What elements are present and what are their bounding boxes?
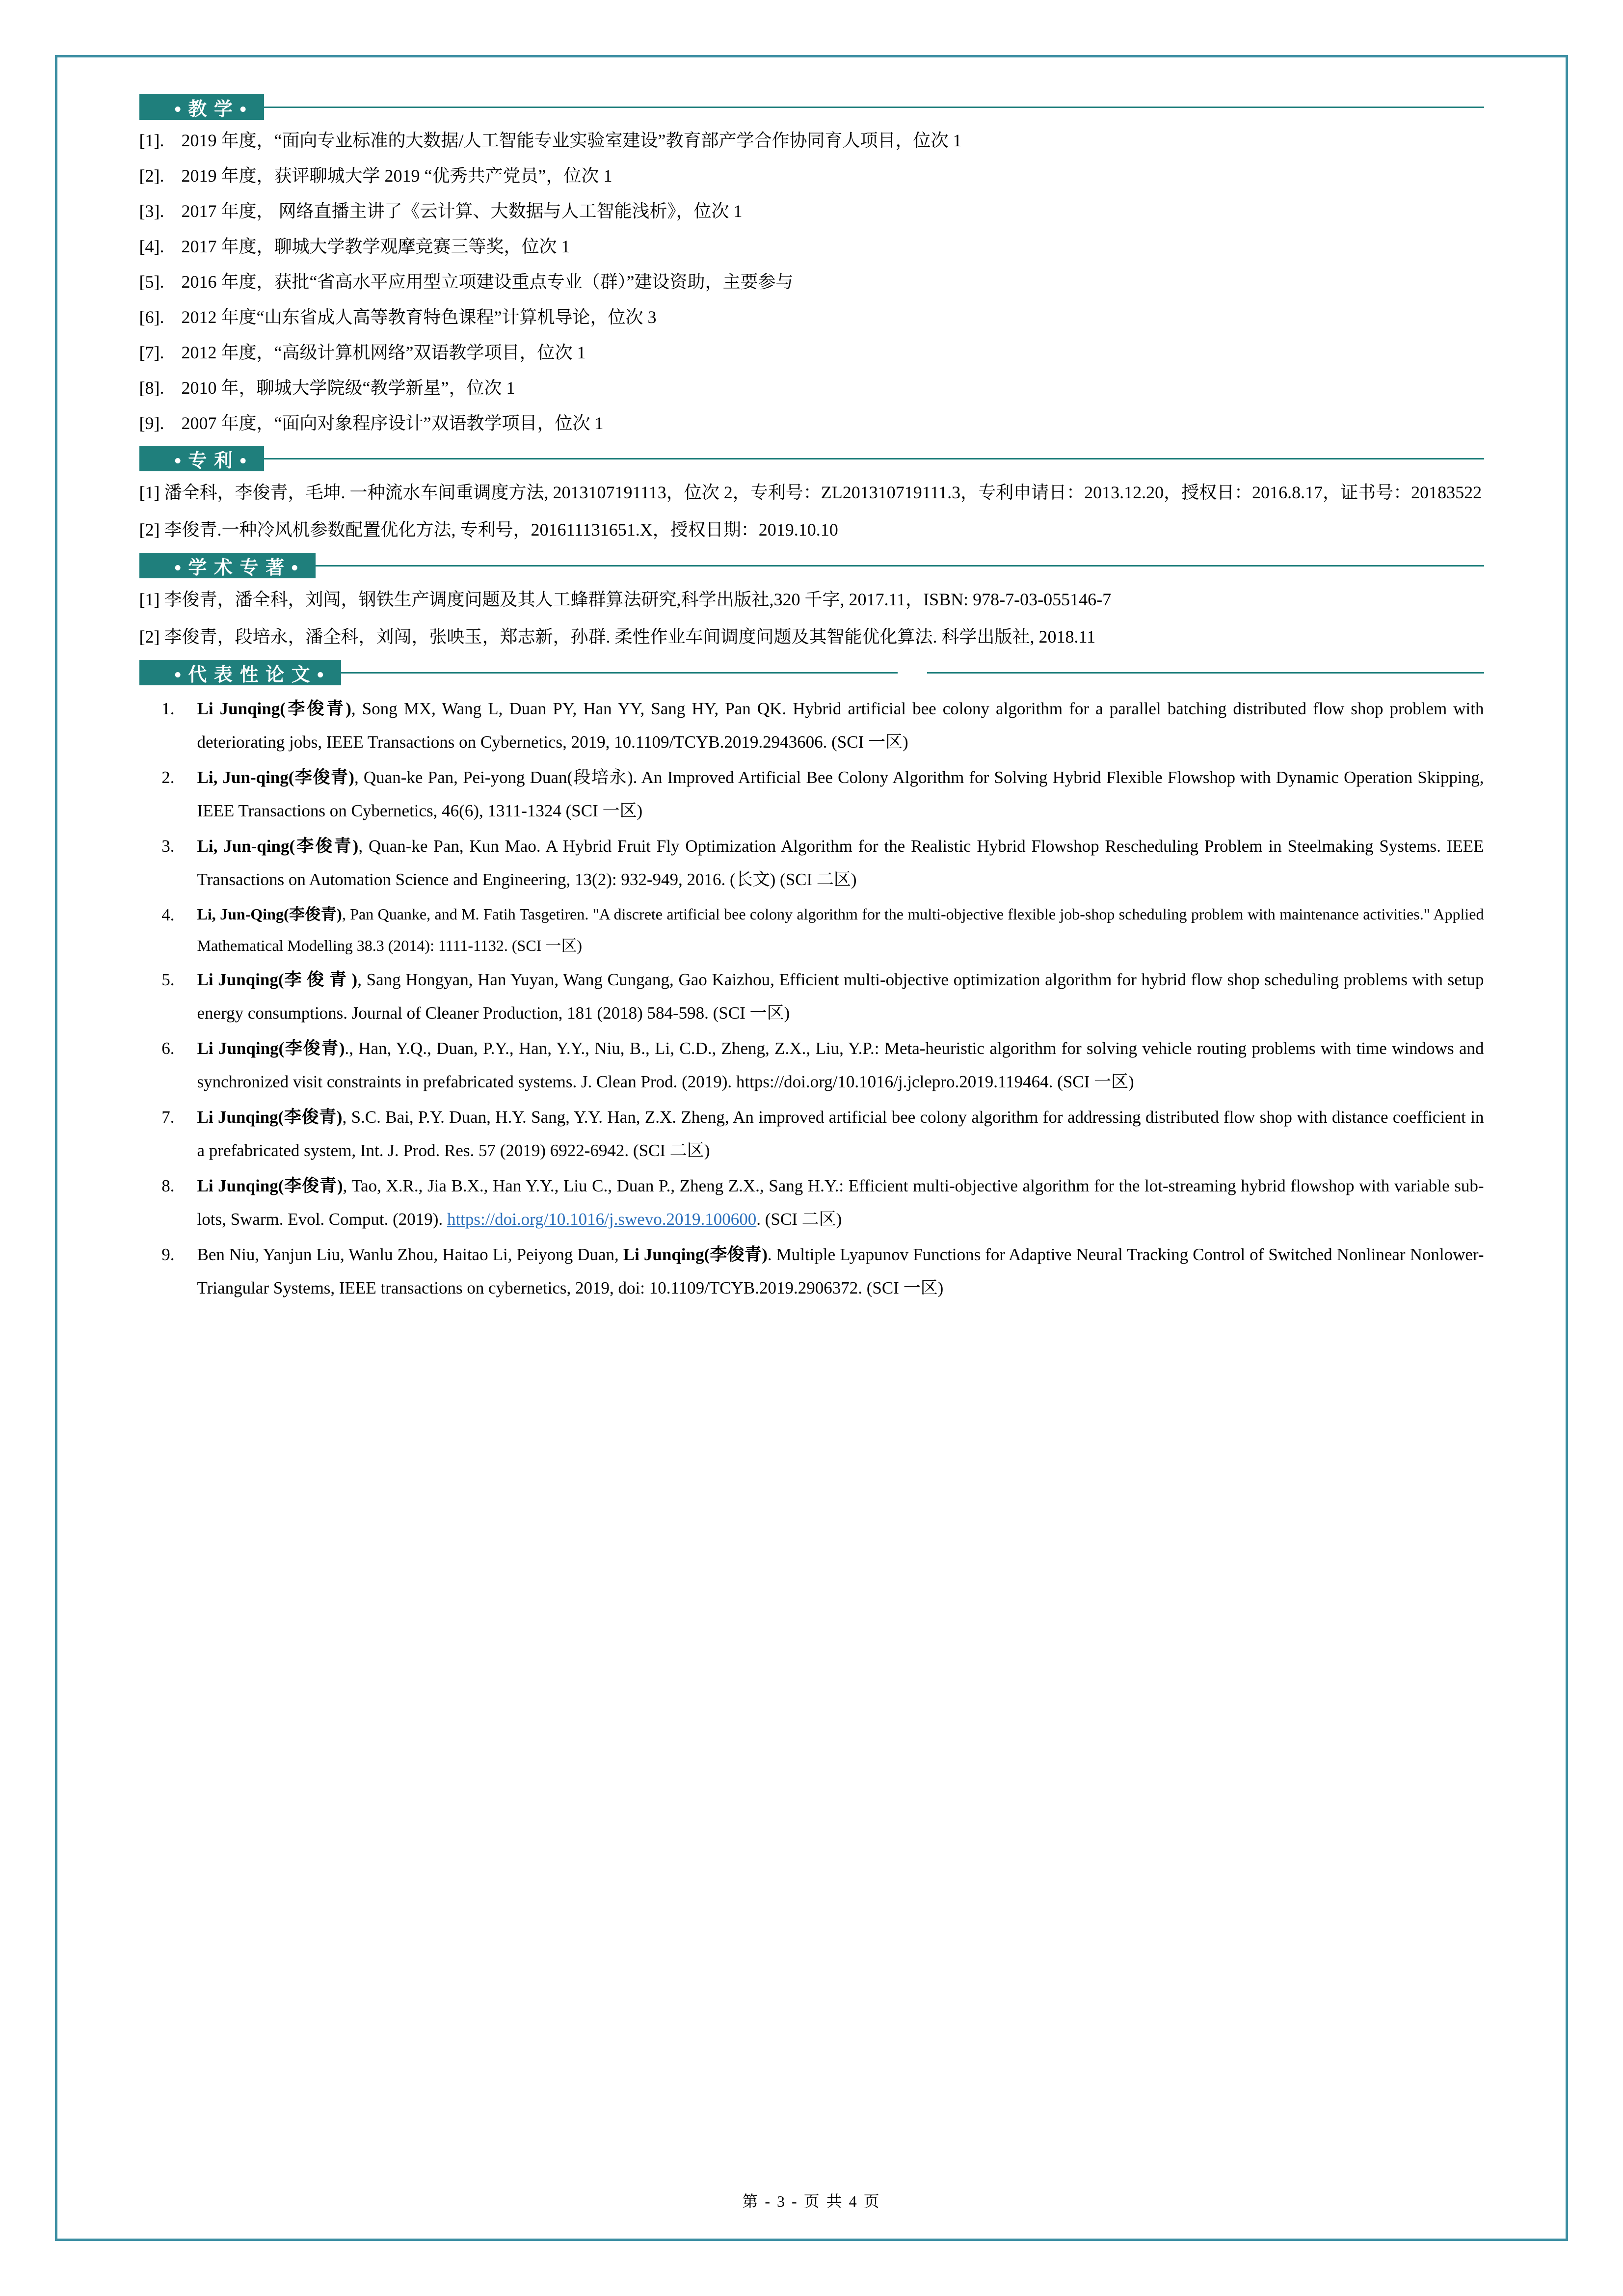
- page-footer: 第 - 3 - 页 共 4 页: [742, 2192, 881, 2210]
- section-rule: [341, 672, 898, 674]
- list-item: [139, 229, 1484, 264]
- list-item: [2] 李俊青，段培永，潘全科，刘闯，张映玉，郑志新，孙群. 柔性作业车间调度问题及其智能优化算法. 科学出版社, 2018.11: [139, 627, 1096, 647]
- list-item: [139, 158, 1484, 193]
- list-item: [139, 123, 1484, 158]
- paper-citation: Li Junqing(李俊青), Tao, X.R., Jia B.X., Han Y.Y., Liu C., Duan P., Zheng Z.X., Sang H.Y.: Efficient multi-objective algorithm for the lot-streaming hybrid flowshop with variable sub-lots, Swarm. Evol. Comput. (2019). https://doi.org/10.1016/j.swevo.2019.100600. (SCI 二区): [197, 1176, 1484, 1229]
- author-name-highlight: Li Junqing(李 俊 青 ): [197, 970, 358, 989]
- section-rule: [264, 107, 1484, 108]
- item-number: [1].: [139, 131, 164, 150]
- paper-number: 4.: [161, 905, 175, 924]
- item-text: 2016 年度，获批“省高水平应用型立项建设重点专业（群）”建设资助，主要参与: [181, 272, 794, 292]
- item-text: 2010 年，聊城大学院级“教学新星”，位次 1: [181, 378, 515, 398]
- paper-citation: Li, Jun-qing(李俊青), Quan-ke Pan, Pei-yong Duan(段培永). An Improved Artificial Bee Colony Algorithm for Solving Hybrid Flexible Flowshop with Dynamic Operation Skipping, IEEE Transactions on Cybernetics, 46(6), 1311-1324 (SCI 一区): [197, 768, 1484, 820]
- paper-citation: Li, Jun-Qing(李俊青), Pan Quanke, and M. Fatih Tasgetiren. "A discrete artificial bee colony algorithm for the multi-objective flexible job-shop scheduling problem with maintenance activities." Applied Mathematical Modelling 38.3 (2014): 1111-1132. (SCI 一区): [197, 905, 1484, 954]
- paper-citation: Li, Jun-qing(李俊青), Quan-ke Pan, Kun Mao. A Hybrid Fruit Fly Optimization Algorithm for the Realistic Hybrid Flowshop Rescheduling Problem in Steelmaking Systems. IEEE Transactions on Automation Science and Engineering, 13(2): 932-949, 2016. (长文) (SCI 二区): [197, 837, 1484, 889]
- section-header-papers: [139, 660, 1484, 685]
- item-text: 2017 年度， 网络直播主讲了《云计算、大数据与人工智能浅析》，位次 1: [181, 201, 743, 221]
- paper-number: 7.: [161, 1107, 175, 1127]
- paper-number: 5.: [161, 970, 175, 989]
- paper-number: 1.: [161, 699, 175, 718]
- list-item: [139, 193, 1484, 229]
- item-number: [6].: [139, 307, 164, 327]
- paper-number: 2.: [161, 768, 175, 787]
- paper-entry: [139, 761, 1484, 828]
- section-title-teaching: • 教 学 •: [139, 94, 264, 120]
- list-item: [139, 299, 1484, 335]
- page-content: [95, 55, 1528, 1305]
- section-rule: [264, 458, 1484, 459]
- paper-number: 8.: [161, 1176, 175, 1195]
- item-text: 2007 年度，“面向对象程序设计”双语教学项目，位次 1: [181, 413, 604, 433]
- list-item: [1] 潘全科，李俊青，毛坤. 一种流水车间重调度方法, 2013107191113，位次 2，专利号：ZL201310719111.3，专利申请日：2013.12.20，授权日：2016.8.17，证书号：20183522: [139, 483, 1482, 502]
- patents-list: [139, 474, 1484, 548]
- author-name-highlight: Li, Jun-Qing(李俊青): [197, 905, 342, 923]
- section-title-papers: • 代 表 性 论 文 •: [139, 660, 342, 685]
- item-text: 2012 年度“山东省成人高等教育特色课程”计算机导论，位次 3: [181, 307, 657, 327]
- paper-citation: Li Junqing(李 俊 青 ), Sang Hongyan, Han Yuyan, Wang Cungang, Gao Kaizhou, Efficient multi-objective optimization algorithm for hybrid flow shop scheduling problems with setup energy consumptions. Journal of Cleaner Production, 181 (2018) 584-598. (SCI 一区): [197, 970, 1484, 1023]
- list-item: [1] 李俊青，潘全科，刘闯，钢铁生产调度问题及其人工蜂群算法研究,科学出版社,320 千字, 2017.11，ISBN: 978-7-03-055146-7: [139, 590, 1112, 609]
- paper-entry: [139, 1238, 1484, 1305]
- item-text: 2017 年度，聊城大学教学观摩竞赛三等奖，位次 1: [181, 237, 570, 256]
- paper-entry: [139, 898, 1484, 961]
- item-number: [5].: [139, 272, 164, 292]
- paper-entry: [139, 830, 1484, 896]
- section-title-books: • 学 术 专 著 •: [139, 553, 316, 578]
- papers-list: [139, 692, 1484, 1305]
- paper-number: 6.: [161, 1039, 175, 1058]
- author-name-highlight: Li, Jun-qing(李俊青): [197, 837, 359, 856]
- item-number: [9].: [139, 413, 164, 433]
- books-list: [139, 581, 1484, 655]
- list-item: [139, 405, 1484, 441]
- item-text: 2019 年度，“面向专业标准的大数据/人工智能专业实验室建设”教育部产学合作协同育人项目，位次 1: [181, 131, 962, 150]
- item-text: 2019 年度，获评聊城大学 2019 “优秀共产党员”，位次 1: [181, 166, 612, 186]
- author-name-highlight: Li, Jun-qing(李俊青): [197, 768, 354, 787]
- item-number: [7].: [139, 343, 164, 362]
- paper-citation: Ben Niu, Yanjun Liu, Wanlu Zhou, Haitao Li, Peiyong Duan, Li Junqing(李俊青). Multiple Lyapunov Functions for Adaptive Neural Tracking Control of Switched Nonlinear Nonlower-Triangular Systems, IEEE transactions on cybernetics, 2019, doi: 10.1109/TCYB.2019.2906372. (SCI 一区): [197, 1245, 1484, 1297]
- section-header-teaching: [139, 94, 1484, 120]
- author-name-highlight: Li Junqing(李俊青): [197, 699, 351, 718]
- item-number: [2].: [139, 166, 164, 186]
- paper-citation: Li Junqing(李俊青), Song MX, Wang L, Duan PY, Han YY, Sang HY, Pan QK. Hybrid artificial bee colony algorithm for a parallel batching distributed flow shop problem with deteriorating jobs, IEEE Transactions on Cybernetics, 2019, 10.1109/TCYB.2019.2943606. (SCI 一区): [197, 699, 1484, 752]
- section-header-patents: [139, 446, 1484, 471]
- paper-number: 9.: [161, 1245, 175, 1264]
- list-item: [139, 335, 1484, 370]
- author-name-highlight: Li Junqing(李俊青): [623, 1245, 768, 1264]
- section-rule-secondary: [927, 672, 1484, 674]
- paper-citation: Li Junqing(李俊青), S.C. Bai, P.Y. Duan, H.Y. Sang, Y.Y. Han, Z.X. Zheng, An improved artificial bee colony algorithm for addressing distributed flow shop with distance coefficient in a prefabricated system, Int. J. Prod. Res. 57 (2019) 6922-6942. (SCI 二区): [197, 1107, 1484, 1160]
- item-number: [3].: [139, 201, 164, 221]
- item-number: [4].: [139, 237, 164, 256]
- paper-entry: [139, 692, 1484, 759]
- author-name-highlight: Li Junqing(李俊青): [197, 1176, 343, 1195]
- list-item: [2] 李俊青.一种冷风机参数配置优化方法, 专利号，201611131651.X，授权日期：2019.10.10: [139, 520, 838, 540]
- section-title-patents: • 专 利 •: [139, 446, 264, 471]
- list-item: [139, 264, 1484, 299]
- paper-entry: [139, 1032, 1484, 1099]
- list-item: [139, 370, 1484, 405]
- section-header-books: [139, 553, 1484, 578]
- paper-number: 3.: [161, 837, 175, 856]
- paper-entry: [139, 1101, 1484, 1167]
- item-text: 2012 年度，“高级计算机网络”双语教学项目，位次 1: [181, 343, 586, 362]
- teaching-list: [139, 123, 1484, 441]
- paper-citation: Li Junqing(李俊青)., Han, Y.Q., Duan, P.Y., Han, Y.Y., Niu, B., Li, C.D., Zheng, Z.X., Liu, Y.P.: Meta-heuristic algorithm for solving vehicle routing problems with time windows and synchronized visit constraints in prefabricated systems. J. Clean Prod. (2019). https://doi.org/10.1016/j.jclepro.2019.119464. (SCI 一区): [197, 1039, 1484, 1091]
- paper-entry: [139, 963, 1484, 1030]
- author-name-highlight: Li Junqing(李俊青): [197, 1107, 343, 1127]
- item-number: [8].: [139, 378, 164, 398]
- section-rule: [316, 565, 1484, 567]
- paper-entry: [139, 1169, 1484, 1236]
- author-name-highlight: Li Junqing(李俊青): [197, 1039, 345, 1058]
- doi-link[interactable]: https://doi.org/10.1016/j.swevo.2019.100600: [447, 1210, 757, 1229]
